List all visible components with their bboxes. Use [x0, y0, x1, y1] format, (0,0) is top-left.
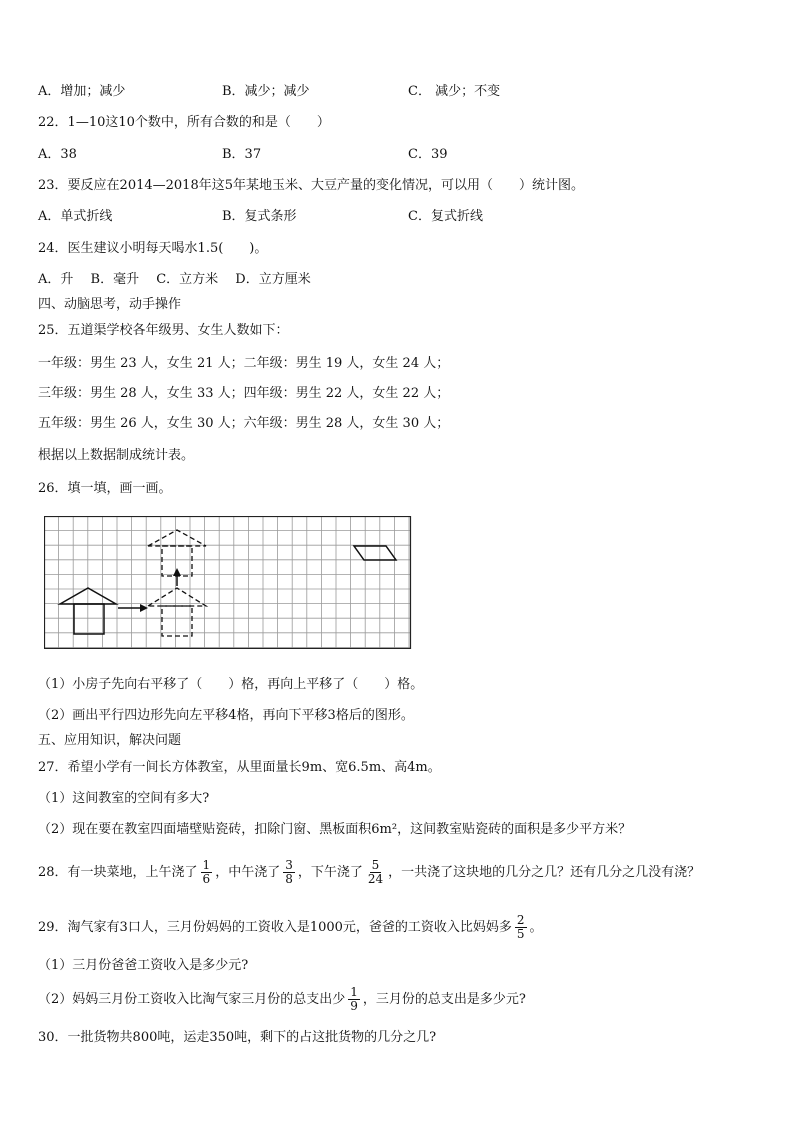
q22-option-a: A．38 — [38, 147, 77, 162]
section-5-heading: 五、应用知识，解决问题 — [38, 733, 182, 748]
q21-option-b: B．减少；减少 — [222, 84, 310, 99]
q29-text-2: 。 — [529, 920, 543, 935]
q24-stem: 24．医生建议小明每天喝水1.5( )。 — [38, 241, 268, 256]
q30-stem: 30．一批货物共800吨，运走350吨，剩下的占这批货物的几分之几? — [38, 1030, 437, 1045]
q28-fraction-noon: $\frac{3}{8}$ — [285, 858, 293, 886]
q26-stem: 26．填一填，画一画。 — [38, 481, 172, 496]
q25-tail: 根据以上数据制成统计表。 — [38, 448, 195, 463]
q28-text-2: ，中午浇了 — [215, 865, 281, 880]
q22-option-b: B．37 — [222, 147, 262, 162]
grid-lines — [44, 516, 411, 649]
q28-fraction-afternoon: $\frac{5}{24}$ — [367, 858, 384, 886]
q29-fraction: $\frac{2}{5}$ — [516, 913, 525, 941]
q22-option-c: C．39 — [408, 147, 448, 162]
house-moved-right — [148, 588, 206, 636]
q25-line-1: 一年级：男生 23 人，女生 21 人；二年级：男生 19 人，女生 24 人； — [38, 356, 450, 371]
grid-border — [45, 517, 411, 649]
q28-fraction-morning: $\frac{1}{6}$ — [202, 858, 211, 886]
q29-sub2-text-1: （2）妈妈三月份工资收入比淘气家三月份的总支出少 — [38, 992, 346, 1007]
q26-sub1: （1）小房子先向右平移了（ ）格，再向上平移了（ ）格。 — [38, 677, 424, 692]
parallelogram — [354, 546, 396, 560]
q29-text-1: 29．淘气家有3口人，三月份妈妈的工资收入是1000元，爸爸的工资收入比妈妈多 — [38, 920, 512, 935]
q25-stem: 25．五道渠学校各年级男、女生人数如下： — [38, 323, 289, 338]
q23-stem: 23．要反应在2014—2018年这5年某地玉米、大豆产量的变化情况，可以用（ ）统计图。 — [38, 178, 584, 193]
q28-stem — [38, 856, 700, 890]
q23-option-c: C．复式折线 — [408, 209, 483, 224]
q29-sub2-text-2: ，三月份的总支出是多少元? — [362, 992, 526, 1007]
arrow-up-icon — [173, 568, 181, 586]
q24-options: A．升 B．毫升 C．立方米 D．立方厘米 — [38, 272, 311, 287]
q25-line-2: 三年级：男生 28 人，女生 33 人；四年级：男生 22 人，女生 22 人； — [38, 386, 450, 401]
house-original-body — [74, 604, 104, 634]
q27-sub2: （2）现在要在教室四面墙壁贴瓷砖，扣除门窗、黑板面积6m²，这间教室贴瓷砖的面积是多少平方米？ — [38, 822, 632, 837]
arrow-right-icon — [118, 604, 148, 612]
q29-stem — [38, 911, 543, 945]
q26-sub2: （2）画出平行四边形先向左平移4格，再向下平移3格后的图形。 — [38, 708, 414, 723]
q27-stem: 27．希望小学有一间长方体教室，从里面量长9m、宽6.5m、高4m。 — [38, 760, 441, 775]
q23-option-b: B．复式条形 — [222, 209, 297, 224]
q28-text-1: 28．有一块菜地，上午浇了 — [38, 865, 198, 880]
q25-line-3: 五年级：男生 26 人，女生 30 人；六年级：男生 28 人，女生 30 人； — [38, 416, 450, 431]
q27-sub1: （1）这间教室的空间有多大? — [38, 791, 210, 806]
section-4-heading: 四、动脑思考，动手操作 — [38, 297, 182, 312]
grid-figure — [44, 516, 412, 649]
q28-text-3: ，下午浇了 — [297, 865, 363, 880]
q29-sub2-fraction: $\frac{1}{9}$ — [350, 985, 358, 1013]
q21-option-a: A．增加；减少 — [38, 84, 126, 99]
q29-sub1: （1）三月份爸爸工资收入是多少元? — [38, 958, 249, 973]
q28-text-4: ，一共浇了这块地的几分之几？还有几分之几没有浇？ — [388, 865, 701, 880]
q29-sub2 — [38, 983, 526, 1017]
q21-option-c: C． 减少；不变 — [408, 84, 501, 99]
q23-option-a: A．单式折线 — [38, 209, 113, 224]
q22-stem: 22．1—10这10个数中，所有合数的和是（ ） — [38, 115, 330, 130]
